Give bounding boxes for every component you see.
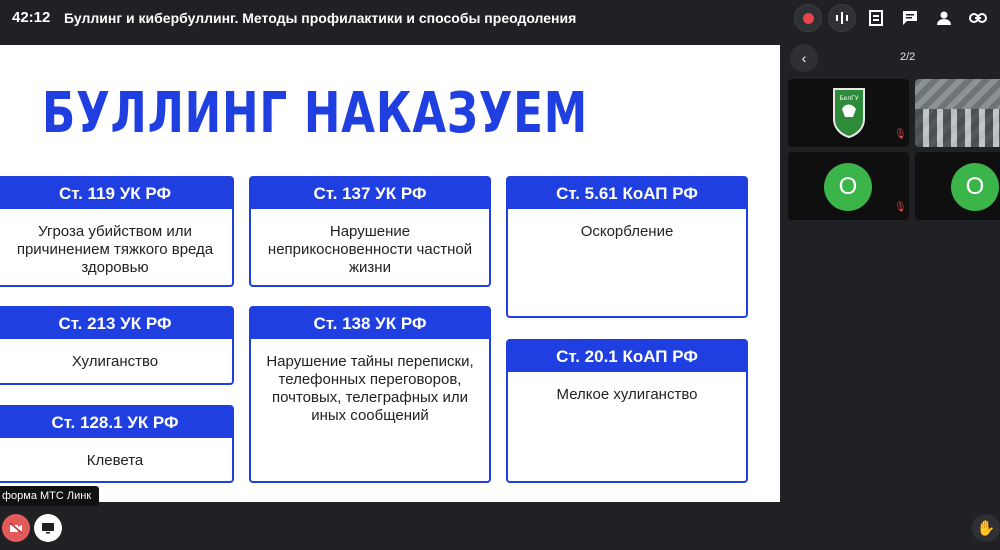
law-card bbox=[0, 405, 234, 483]
chevron-left-icon: ‹ bbox=[801, 50, 807, 66]
law-card bbox=[506, 176, 748, 318]
participant-tile[interactable] bbox=[788, 79, 909, 147]
camera-toggle-button[interactable] bbox=[2, 514, 30, 542]
copy-link-button[interactable] bbox=[964, 4, 992, 32]
participant-tile[interactable] bbox=[788, 152, 909, 220]
university-logo-text: БелГУ bbox=[839, 95, 859, 102]
audio-levels-icon bbox=[835, 11, 849, 25]
avatar: O bbox=[951, 163, 999, 211]
meeting-title: Буллинг и кибербуллинг. Методы профилактики и способы преодоления bbox=[64, 10, 577, 26]
mic-muted-icon: 🎙 bbox=[894, 202, 907, 213]
law-card bbox=[249, 176, 491, 287]
law-card-article: Ст. 137 УК РФ bbox=[251, 178, 489, 209]
law-card-article: Ст. 119 УК РФ bbox=[0, 178, 232, 209]
mic-muted-icon: 🎙 bbox=[894, 129, 907, 140]
page-indicator: 2/2 bbox=[900, 51, 916, 63]
screen-share-button[interactable] bbox=[34, 514, 62, 542]
law-card bbox=[506, 339, 748, 483]
platform-tooltip: форма МТС Линк bbox=[0, 486, 99, 506]
law-card-description: Мелкое хулиганство bbox=[556, 386, 698, 403]
link-icon bbox=[969, 12, 987, 24]
participants-panel bbox=[788, 40, 1000, 480]
law-card bbox=[0, 176, 234, 287]
law-card-description: Клевета bbox=[86, 452, 144, 469]
document-icon bbox=[868, 10, 884, 26]
law-card-article: Ст. 20.1 КоАП РФ bbox=[508, 341, 746, 372]
participant-video bbox=[915, 79, 1000, 147]
record-button[interactable] bbox=[794, 4, 822, 32]
law-card-article: Ст. 213 УК РФ bbox=[0, 308, 232, 339]
law-card-description: Нарушение неприкосновенности частной жизни bbox=[267, 223, 473, 276]
participant-tile-video[interactable] bbox=[915, 79, 1000, 147]
law-card-article: Ст. 128.1 УК РФ bbox=[0, 407, 232, 438]
law-card-description: Угроза убийством или причинением тяжкого вреда здоровью bbox=[16, 223, 214, 276]
top-toolbar bbox=[788, 4, 992, 32]
law-card-article: Ст. 5.61 КоАП РФ bbox=[508, 178, 746, 209]
document-button[interactable] bbox=[862, 4, 890, 32]
record-icon bbox=[803, 13, 814, 24]
chat-button[interactable] bbox=[896, 4, 924, 32]
screen-share-icon bbox=[41, 522, 55, 534]
law-card bbox=[0, 306, 234, 385]
law-card-description: Нарушение тайны переписки, телефонных переговоров, почтовых, телеграфных или иных сообщений bbox=[266, 353, 474, 424]
audio-levels-button[interactable] bbox=[828, 4, 856, 32]
law-card-article: Ст. 138 УК РФ bbox=[251, 308, 489, 339]
camera-off-icon bbox=[9, 522, 23, 534]
participants-button[interactable] bbox=[930, 4, 958, 32]
previous-page-button[interactable] bbox=[790, 44, 818, 72]
chat-icon bbox=[902, 10, 918, 26]
session-timer: 42:12 bbox=[12, 9, 51, 26]
top-bar bbox=[0, 0, 1000, 38]
raise-hand-button[interactable] bbox=[972, 514, 1000, 542]
law-card-description: Оскорбление bbox=[580, 223, 674, 240]
university-logo-icon bbox=[832, 87, 866, 139]
hand-icon: ✋ bbox=[976, 520, 996, 537]
avatar: O bbox=[824, 163, 872, 211]
person-icon bbox=[936, 10, 952, 26]
law-card bbox=[249, 306, 491, 483]
law-card-description: Хулиганство bbox=[71, 353, 159, 370]
presentation-slide bbox=[0, 45, 780, 502]
slide-title: БУЛЛИНГ НАКАЗУЕМ bbox=[42, 81, 589, 146]
participant-tile[interactable] bbox=[915, 152, 1000, 220]
